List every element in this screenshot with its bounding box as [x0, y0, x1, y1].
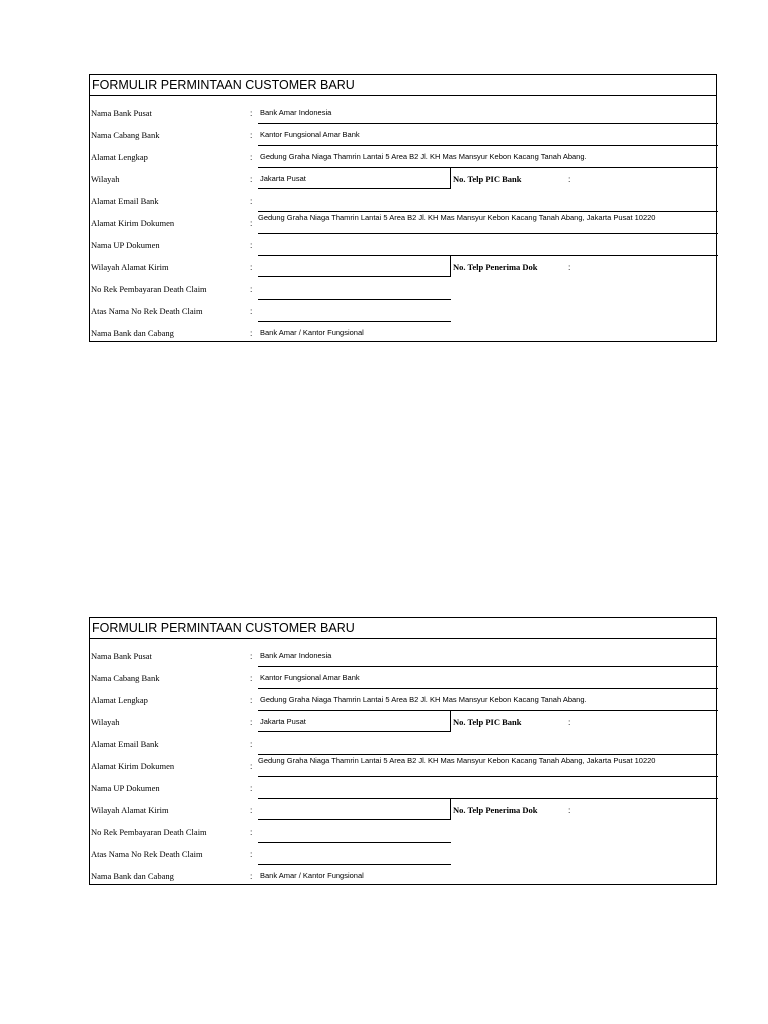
row-alamat-kirim-dokumen: [90, 755, 716, 777]
colon: :: [250, 695, 253, 705]
label-wilayah-alamat-kirim: Wilayah Alamat Kirim: [91, 805, 169, 815]
row-alamat-lengkap: [90, 146, 716, 168]
value-nama-bank-pusat[interactable]: Bank Amar Indonesia: [260, 108, 332, 117]
row-alamat-email-bank: [90, 190, 716, 212]
form-title: FORMULIR PERMINTAAN CUSTOMER BARU: [92, 78, 355, 92]
label-alamat-lengkap: Alamat Lengkap: [91, 695, 148, 705]
colon: :: [250, 196, 253, 206]
wilayah-box: [258, 168, 451, 189]
value-wilayah[interactable]: Jakarta Pusat: [260, 717, 306, 726]
colon: :: [250, 805, 253, 815]
wilayah-alamat-box: [258, 799, 451, 820]
value-alamat-kirim-dokumen[interactable]: Gedung Graha Niaga Thamrin Lantai 5 Area B2 Jl. KH Mas Mansyur Kebon Kacang Tanah Abang, Jakarta Pusat 10220: [258, 213, 656, 222]
row-nama-bank-dan-cabang: [90, 322, 716, 344]
label-alamat-email-bank: Alamat Email Bank: [91, 739, 159, 749]
row-nama-cabang-bank: [90, 124, 716, 146]
label-no-telp-pic-bank: No. Telp PIC Bank: [453, 174, 522, 184]
value-nama-cabang-bank[interactable]: Kantor Fungsional Amar Bank: [260, 130, 360, 139]
colon: :: [250, 651, 253, 661]
value-nama-bank-dan-cabang[interactable]: Bank Amar / Kantor Fungsional: [260, 328, 364, 337]
colon: :: [250, 174, 253, 184]
label-no-rek-pembayaran: No Rek Pembayaran Death Claim: [91, 827, 207, 837]
colon: :: [568, 717, 571, 727]
label-alamat-lengkap: Alamat Lengkap: [91, 152, 148, 162]
row-nama-up-dokumen: [90, 777, 716, 799]
label-nama-bank-dan-cabang: Nama Bank dan Cabang: [91, 328, 174, 338]
value-alamat-kirim-dokumen[interactable]: Gedung Graha Niaga Thamrin Lantai 5 Area B2 Jl. KH Mas Mansyur Kebon Kacang Tanah Abang, Jakarta Pusat 10220: [258, 756, 656, 765]
row-atas-nama-no-rek: [90, 843, 716, 865]
row-alamat-kirim-dokumen: [90, 212, 716, 234]
label-nama-bank-pusat: Nama Bank Pusat: [91, 108, 152, 118]
label-wilayah: Wilayah: [91, 174, 120, 184]
label-no-rek-pembayaran: No Rek Pembayaran Death Claim: [91, 284, 207, 294]
label-no-telp-penerima-dok: No. Telp Penerima Dok: [453, 262, 538, 272]
colon: :: [250, 717, 253, 727]
colon: :: [250, 328, 253, 338]
colon: :: [250, 284, 253, 294]
colon: :: [250, 783, 253, 793]
colon: :: [568, 262, 571, 272]
colon: :: [250, 218, 253, 228]
colon: :: [250, 871, 253, 881]
colon: :: [250, 130, 253, 140]
label-no-telp-penerima-dok: No. Telp Penerima Dok: [453, 805, 538, 815]
colon: :: [250, 152, 253, 162]
colon: :: [250, 240, 253, 250]
value-alamat-lengkap[interactable]: Gedung Graha Niaga Thamrin Lantai 5 Area B2 Jl. KH Mas Mansyur Kebon Kacang Tanah Abang.: [260, 695, 587, 704]
wilayah-box: [258, 711, 451, 732]
row-nama-bank-pusat: [90, 645, 716, 667]
label-alamat-kirim-dokumen: Alamat Kirim Dokumen: [91, 761, 175, 771]
wilayah-alamat-box: [258, 256, 451, 277]
colon: :: [568, 805, 571, 815]
label-nama-bank-dan-cabang: Nama Bank dan Cabang: [91, 871, 174, 881]
label-atas-nama-no-rek: Atas Nama No Rek Death Claim: [91, 306, 203, 316]
row-alamat-lengkap: [90, 689, 716, 711]
title-divider: [90, 638, 716, 639]
label-wilayah-alamat-kirim: Wilayah Alamat Kirim: [91, 262, 169, 272]
form-title: FORMULIR PERMINTAAN CUSTOMER BARU: [92, 621, 355, 635]
row-alamat-email-bank: [90, 733, 716, 755]
colon: :: [250, 262, 253, 272]
colon: :: [250, 827, 253, 837]
value-nama-cabang-bank[interactable]: Kantor Fungsional Amar Bank: [260, 673, 360, 682]
colon: :: [250, 673, 253, 683]
colon: :: [250, 849, 253, 859]
row-nama-cabang-bank: [90, 667, 716, 689]
customer-form-2: [89, 617, 717, 885]
customer-form-1: [89, 74, 717, 342]
label-nama-up-dokumen: Nama UP Dokumen: [91, 240, 160, 250]
label-wilayah: Wilayah: [91, 717, 120, 727]
value-alamat-lengkap[interactable]: Gedung Graha Niaga Thamrin Lantai 5 Area B2 Jl. KH Mas Mansyur Kebon Kacang Tanah Abang.: [260, 152, 587, 161]
label-nama-up-dokumen: Nama UP Dokumen: [91, 783, 160, 793]
colon: :: [250, 739, 253, 749]
colon: :: [250, 306, 253, 316]
value-nama-bank-pusat[interactable]: Bank Amar Indonesia: [260, 651, 332, 660]
label-nama-cabang-bank: Nama Cabang Bank: [91, 673, 160, 683]
label-alamat-email-bank: Alamat Email Bank: [91, 196, 159, 206]
colon: :: [250, 108, 253, 118]
label-alamat-kirim-dokumen: Alamat Kirim Dokumen: [91, 218, 175, 228]
label-nama-cabang-bank: Nama Cabang Bank: [91, 130, 160, 140]
row-no-rek-pembayaran: [90, 278, 716, 300]
value-wilayah[interactable]: Jakarta Pusat: [260, 174, 306, 183]
value-nama-bank-dan-cabang[interactable]: Bank Amar / Kantor Fungsional: [260, 871, 364, 880]
colon: :: [250, 761, 253, 771]
row-no-rek-pembayaran: [90, 821, 716, 843]
label-nama-bank-pusat: Nama Bank Pusat: [91, 651, 152, 661]
label-no-telp-pic-bank: No. Telp PIC Bank: [453, 717, 522, 727]
title-divider: [90, 95, 716, 96]
label-atas-nama-no-rek: Atas Nama No Rek Death Claim: [91, 849, 203, 859]
row-atas-nama-no-rek: [90, 300, 716, 322]
row-nama-bank-pusat: [90, 102, 716, 124]
colon: :: [568, 174, 571, 184]
row-nama-up-dokumen: [90, 234, 716, 256]
row-nama-bank-dan-cabang: [90, 865, 716, 887]
